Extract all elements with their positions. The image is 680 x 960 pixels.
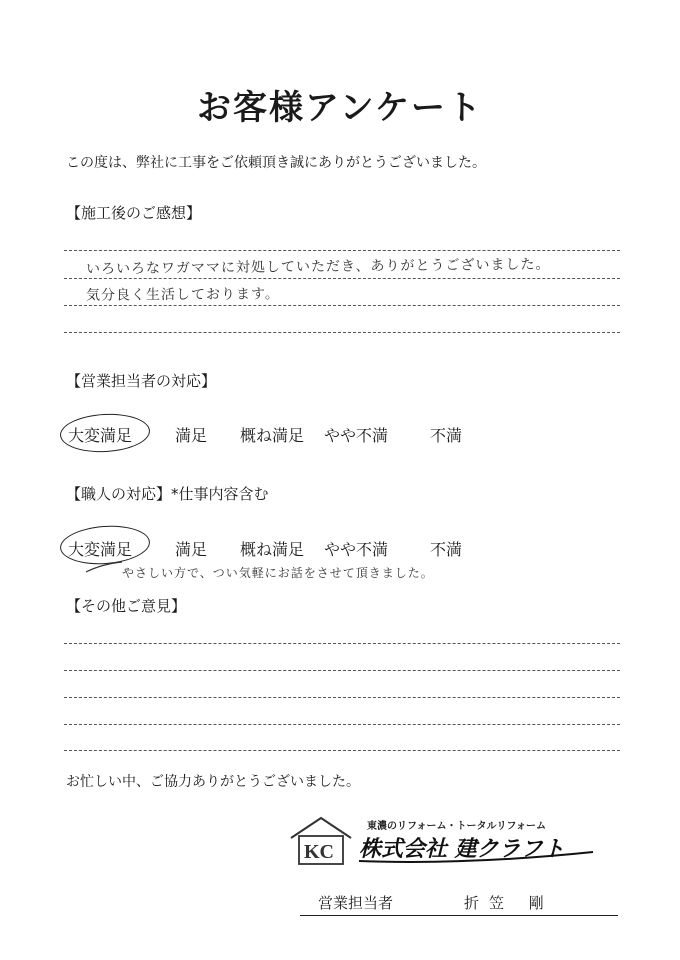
selected-rating-circle: [59, 412, 151, 455]
closing-text: お忙しい中、ご協力ありがとうございました。: [66, 774, 360, 790]
answer-line: [64, 278, 620, 279]
rating-satisfied: 満足: [175, 426, 208, 445]
sales-response-heading: 【営業担当者の対応】: [66, 372, 217, 390]
intro-text: この度は、弊社に工事をご依頼頂き誠にありがとうございました。: [66, 155, 486, 171]
rating-mostly-satisfied: 概ね満足: [240, 426, 305, 445]
rating-satisfied: 満足: [175, 540, 208, 559]
page-title: お客様アンケート: [197, 88, 483, 128]
rating-somewhat-dissatisfied: やや不満: [324, 426, 389, 445]
craftsman-response-heading: 【職人の対応】*仕事内容含む: [66, 485, 269, 503]
answer-line: [64, 643, 620, 644]
impression-handwriting-line-2: 気分良く生活しております。: [85, 286, 280, 304]
staff-underline: [300, 915, 618, 916]
staff-label: 営業担当者: [318, 894, 394, 912]
impression-heading: 【施工後のご感想】: [66, 204, 202, 222]
answer-line: [64, 670, 620, 671]
company-logo: [287, 812, 603, 866]
staff-name: 折笠 剛: [464, 894, 554, 912]
rating-very-satisfied: 大変満足: [68, 426, 133, 445]
answer-line: [64, 724, 620, 725]
craftsman-handwriting: やさしい方で、つい気軽にお話をさせて頂きました。: [122, 566, 434, 580]
answer-line: [64, 697, 620, 698]
house-icon: [291, 818, 351, 864]
handwriting-arrow-stroke: [84, 560, 124, 574]
answer-line: [64, 305, 620, 306]
rating-mostly-satisfied: 概ね満足: [240, 540, 305, 559]
rating-very-satisfied: 大変満足: [68, 540, 133, 559]
rating-dissatisfied: 不満: [430, 426, 463, 445]
company-tagline: 東濃のリフォーム・トータルリフォーム: [367, 821, 546, 832]
rating-dissatisfied: 不満: [430, 540, 463, 559]
rating-somewhat-dissatisfied: やや不満: [324, 540, 389, 559]
other-opinions-heading: 【その他ご意見】: [66, 597, 187, 615]
answer-line: [64, 750, 620, 751]
answer-line: [64, 332, 620, 333]
company-name: 株式会社 建クラフト: [359, 837, 565, 862]
logo-mark-text: KC: [304, 841, 334, 863]
answer-line: [64, 250, 620, 251]
impression-handwriting-line-1: いろいろなワガママに対処していただき、ありがとうございました。: [85, 256, 551, 278]
